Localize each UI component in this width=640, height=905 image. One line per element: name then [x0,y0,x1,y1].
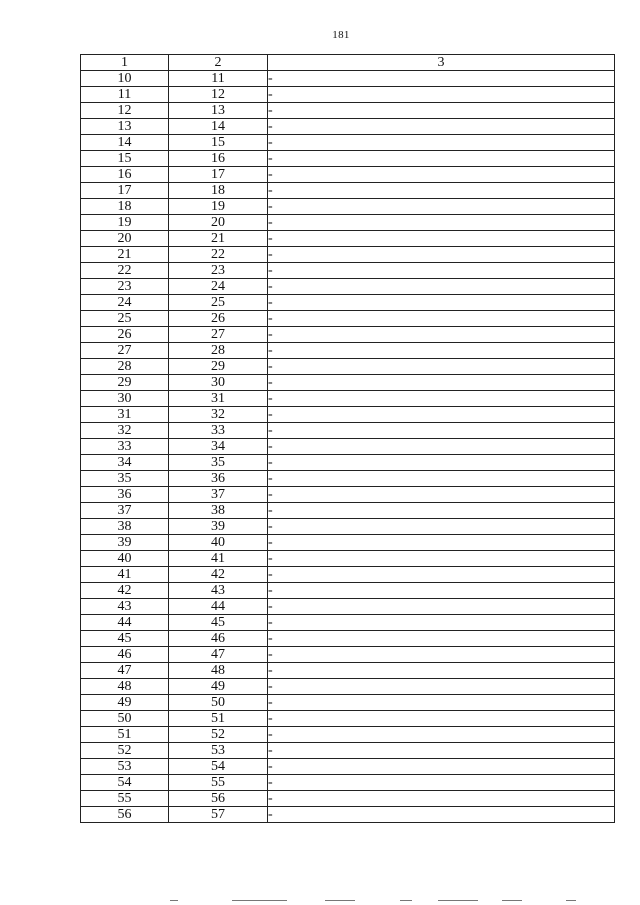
table-cell-col-3: - [268,231,615,247]
table-cell-col-1: 56 [81,807,169,823]
table-row [81,471,615,487]
table-row [81,279,615,295]
table-cell-col-3: - [268,103,615,119]
table-cell-col-2: 23 [169,263,268,279]
table-cell-col-2: 22 [169,247,268,263]
table-cell-col-1: 47 [81,663,169,679]
table-cell-col-1: 25 [81,311,169,327]
table-cell-col-1: 53 [81,759,169,775]
table-cell-col-3: - [268,423,615,439]
table-row [81,135,615,151]
table-row [81,807,615,823]
table-cell-col-2: 13 [169,103,268,119]
table-cell-col-2: 30 [169,375,268,391]
table-cell-col-2: 37 [169,487,268,503]
table-row [81,359,615,375]
table-cell-col-2: 38 [169,503,268,519]
table-cell-col-3: - [268,407,615,423]
table-cell-col-2: 19 [169,199,268,215]
table-cell-col-3: - [268,183,615,199]
table-cell-col-2: 35 [169,455,268,471]
table-cell-col-2: 42 [169,567,268,583]
table-cell-col-2: 41 [169,551,268,567]
table-row [81,727,615,743]
table-row [81,295,615,311]
table-row [81,791,615,807]
table-row [81,151,615,167]
table-cell-col-1: 10 [81,71,169,87]
table-header [81,55,615,71]
table-cell-col-3: - [268,135,615,151]
table-cell-col-3: - [268,631,615,647]
table-cell-col-3: - [268,215,615,231]
footer-scan-marks [0,900,640,903]
table-cell-col-2: 28 [169,343,268,359]
table-body [81,71,615,823]
table-cell-col-2: 49 [169,679,268,695]
table-cell-col-1: 36 [81,487,169,503]
table-cell-col-1: 28 [81,359,169,375]
table-cell-col-3: - [268,759,615,775]
table-row [81,631,615,647]
table-cell-col-2: 12 [169,87,268,103]
table-cell-col-3: - [268,487,615,503]
table-cell-col-1: 21 [81,247,169,263]
table-cell-col-1: 52 [81,743,169,759]
table-cell-col-1: 11 [81,87,169,103]
table-cell-col-2: 25 [169,295,268,311]
table-cell-col-3: - [268,807,615,823]
table-cell-col-2: 55 [169,775,268,791]
table-cell-col-1: 31 [81,407,169,423]
column-header-1: 1 [81,55,169,71]
table-cell-col-2: 51 [169,711,268,727]
table-cell-col-1: 35 [81,471,169,487]
table-row [81,487,615,503]
table-cell-col-3: - [268,119,615,135]
table-row [81,759,615,775]
table-cell-col-2: 11 [169,71,268,87]
table-cell-col-3: - [268,647,615,663]
table-cell-col-1: 18 [81,199,169,215]
table-cell-col-2: 34 [169,439,268,455]
table-cell-col-1: 14 [81,135,169,151]
table-cell-col-3: - [268,263,615,279]
table-cell-col-1: 13 [81,119,169,135]
table-row [81,743,615,759]
table-row [81,615,615,631]
table-cell-col-3: - [268,519,615,535]
table-cell-col-3: - [268,295,615,311]
table-cell-col-2: 31 [169,391,268,407]
table-cell-col-3: - [268,343,615,359]
table-cell-col-2: 54 [169,759,268,775]
table-row [81,423,615,439]
table-row [81,119,615,135]
table-row [81,535,615,551]
table-cell-col-2: 32 [169,407,268,423]
table-cell-col-2: 39 [169,519,268,535]
table-cell-col-1: 38 [81,519,169,535]
table-cell-col-2: 53 [169,743,268,759]
table-cell-col-1: 29 [81,375,169,391]
table-cell-col-3: - [268,535,615,551]
table-row [81,327,615,343]
table-cell-col-2: 24 [169,279,268,295]
table-row [81,231,615,247]
table-cell-col-2: 15 [169,135,268,151]
table-cell-col-1: 12 [81,103,169,119]
table-cell-col-1: 44 [81,615,169,631]
table-cell-col-3: - [268,71,615,87]
table-cell-col-1: 54 [81,775,169,791]
table-cell-col-3: - [268,279,615,295]
data-table [80,54,615,823]
table-cell-col-2: 48 [169,663,268,679]
table-cell-col-3: - [268,503,615,519]
table-cell-col-2: 14 [169,119,268,135]
table-row [81,103,615,119]
table-cell-col-1: 37 [81,503,169,519]
table-cell-col-2: 45 [169,615,268,631]
table-cell-col-1: 26 [81,327,169,343]
table-row [81,695,615,711]
table-cell-col-1: 19 [81,215,169,231]
table-cell-col-2: 18 [169,183,268,199]
table-row [81,599,615,615]
table-row [81,663,615,679]
table-cell-col-3: - [268,583,615,599]
table-row [81,775,615,791]
table-cell-col-3: - [268,743,615,759]
table-cell-col-1: 30 [81,391,169,407]
table-cell-col-3: - [268,87,615,103]
table-cell-col-2: 57 [169,807,268,823]
table-row [81,215,615,231]
table-row [81,167,615,183]
table-cell-col-3: - [268,311,615,327]
table-cell-col-1: 46 [81,647,169,663]
table-row [81,647,615,663]
table-cell-col-3: - [268,711,615,727]
column-header-3: 3 [268,55,615,71]
table-row [81,551,615,567]
table-cell-col-1: 43 [81,599,169,615]
table-cell-col-2: 46 [169,631,268,647]
table-cell-col-1: 45 [81,631,169,647]
table-cell-col-2: 17 [169,167,268,183]
table-cell-col-3: - [268,439,615,455]
table-cell-col-1: 42 [81,583,169,599]
table-row [81,503,615,519]
table-row [81,455,615,471]
table-cell-col-3: - [268,775,615,791]
table-cell-col-1: 48 [81,679,169,695]
table-cell-col-2: 33 [169,423,268,439]
table-cell-col-2: 29 [169,359,268,375]
column-header-2: 2 [169,55,268,71]
table-cell-col-3: - [268,567,615,583]
table-cell-col-1: 22 [81,263,169,279]
table-row [81,183,615,199]
table-row [81,407,615,423]
table-cell-col-1: 27 [81,343,169,359]
table-row [81,311,615,327]
table-cell-col-1: 32 [81,423,169,439]
table-row [81,247,615,263]
table-row [81,679,615,695]
table-cell-col-1: 39 [81,535,169,551]
table-cell-col-1: 34 [81,455,169,471]
table-row [81,199,615,215]
table-cell-col-3: - [268,695,615,711]
table-cell-col-2: 56 [169,791,268,807]
table-cell-col-2: 47 [169,647,268,663]
table-cell-col-1: 23 [81,279,169,295]
table-cell-col-2: 16 [169,151,268,167]
header-row [81,55,615,71]
table-cell-col-2: 40 [169,535,268,551]
table-cell-col-2: 21 [169,231,268,247]
table-cell-col-3: - [268,615,615,631]
table-row [81,87,615,103]
table-cell-col-3: - [268,327,615,343]
page-number: 181 [332,29,350,41]
table-row [81,583,615,599]
table-cell-col-1: 16 [81,167,169,183]
table-cell-col-1: 15 [81,151,169,167]
table-cell-col-1: 50 [81,711,169,727]
table-cell-col-3: - [268,663,615,679]
table-cell-col-1: 49 [81,695,169,711]
table-cell-col-1: 20 [81,231,169,247]
table-cell-col-3: - [268,727,615,743]
table-cell-col-3: - [268,359,615,375]
table-row [81,567,615,583]
table-cell-col-2: 44 [169,599,268,615]
table-cell-col-2: 52 [169,727,268,743]
table-cell-col-2: 36 [169,471,268,487]
table-row [81,71,615,87]
table-cell-col-1: 24 [81,295,169,311]
table-cell-col-3: - [268,471,615,487]
table-row [81,391,615,407]
table-cell-col-2: 43 [169,583,268,599]
table-cell-col-3: - [268,199,615,215]
table-cell-col-3: - [268,247,615,263]
table-row [81,711,615,727]
table-cell-col-3: - [268,391,615,407]
table-cell-col-3: - [268,791,615,807]
table-cell-col-2: 50 [169,695,268,711]
table-cell-col-1: 41 [81,567,169,583]
table-cell-col-3: - [268,679,615,695]
table-cell-col-3: - [268,167,615,183]
table-cell-col-2: 20 [169,215,268,231]
table-cell-col-3: - [268,551,615,567]
table-cell-col-3: - [268,375,615,391]
table-cell-col-2: 26 [169,311,268,327]
table-cell-col-1: 55 [81,791,169,807]
table-cell-col-3: - [268,151,615,167]
table-row [81,519,615,535]
table-cell-col-1: 51 [81,727,169,743]
table-cell-col-2: 27 [169,327,268,343]
table-cell-col-1: 33 [81,439,169,455]
table-cell-col-3: - [268,599,615,615]
table-row [81,343,615,359]
table-row [81,263,615,279]
table-cell-col-1: 17 [81,183,169,199]
table-cell-col-3: - [268,455,615,471]
table-row [81,439,615,455]
table-row [81,375,615,391]
table-cell-col-1: 40 [81,551,169,567]
